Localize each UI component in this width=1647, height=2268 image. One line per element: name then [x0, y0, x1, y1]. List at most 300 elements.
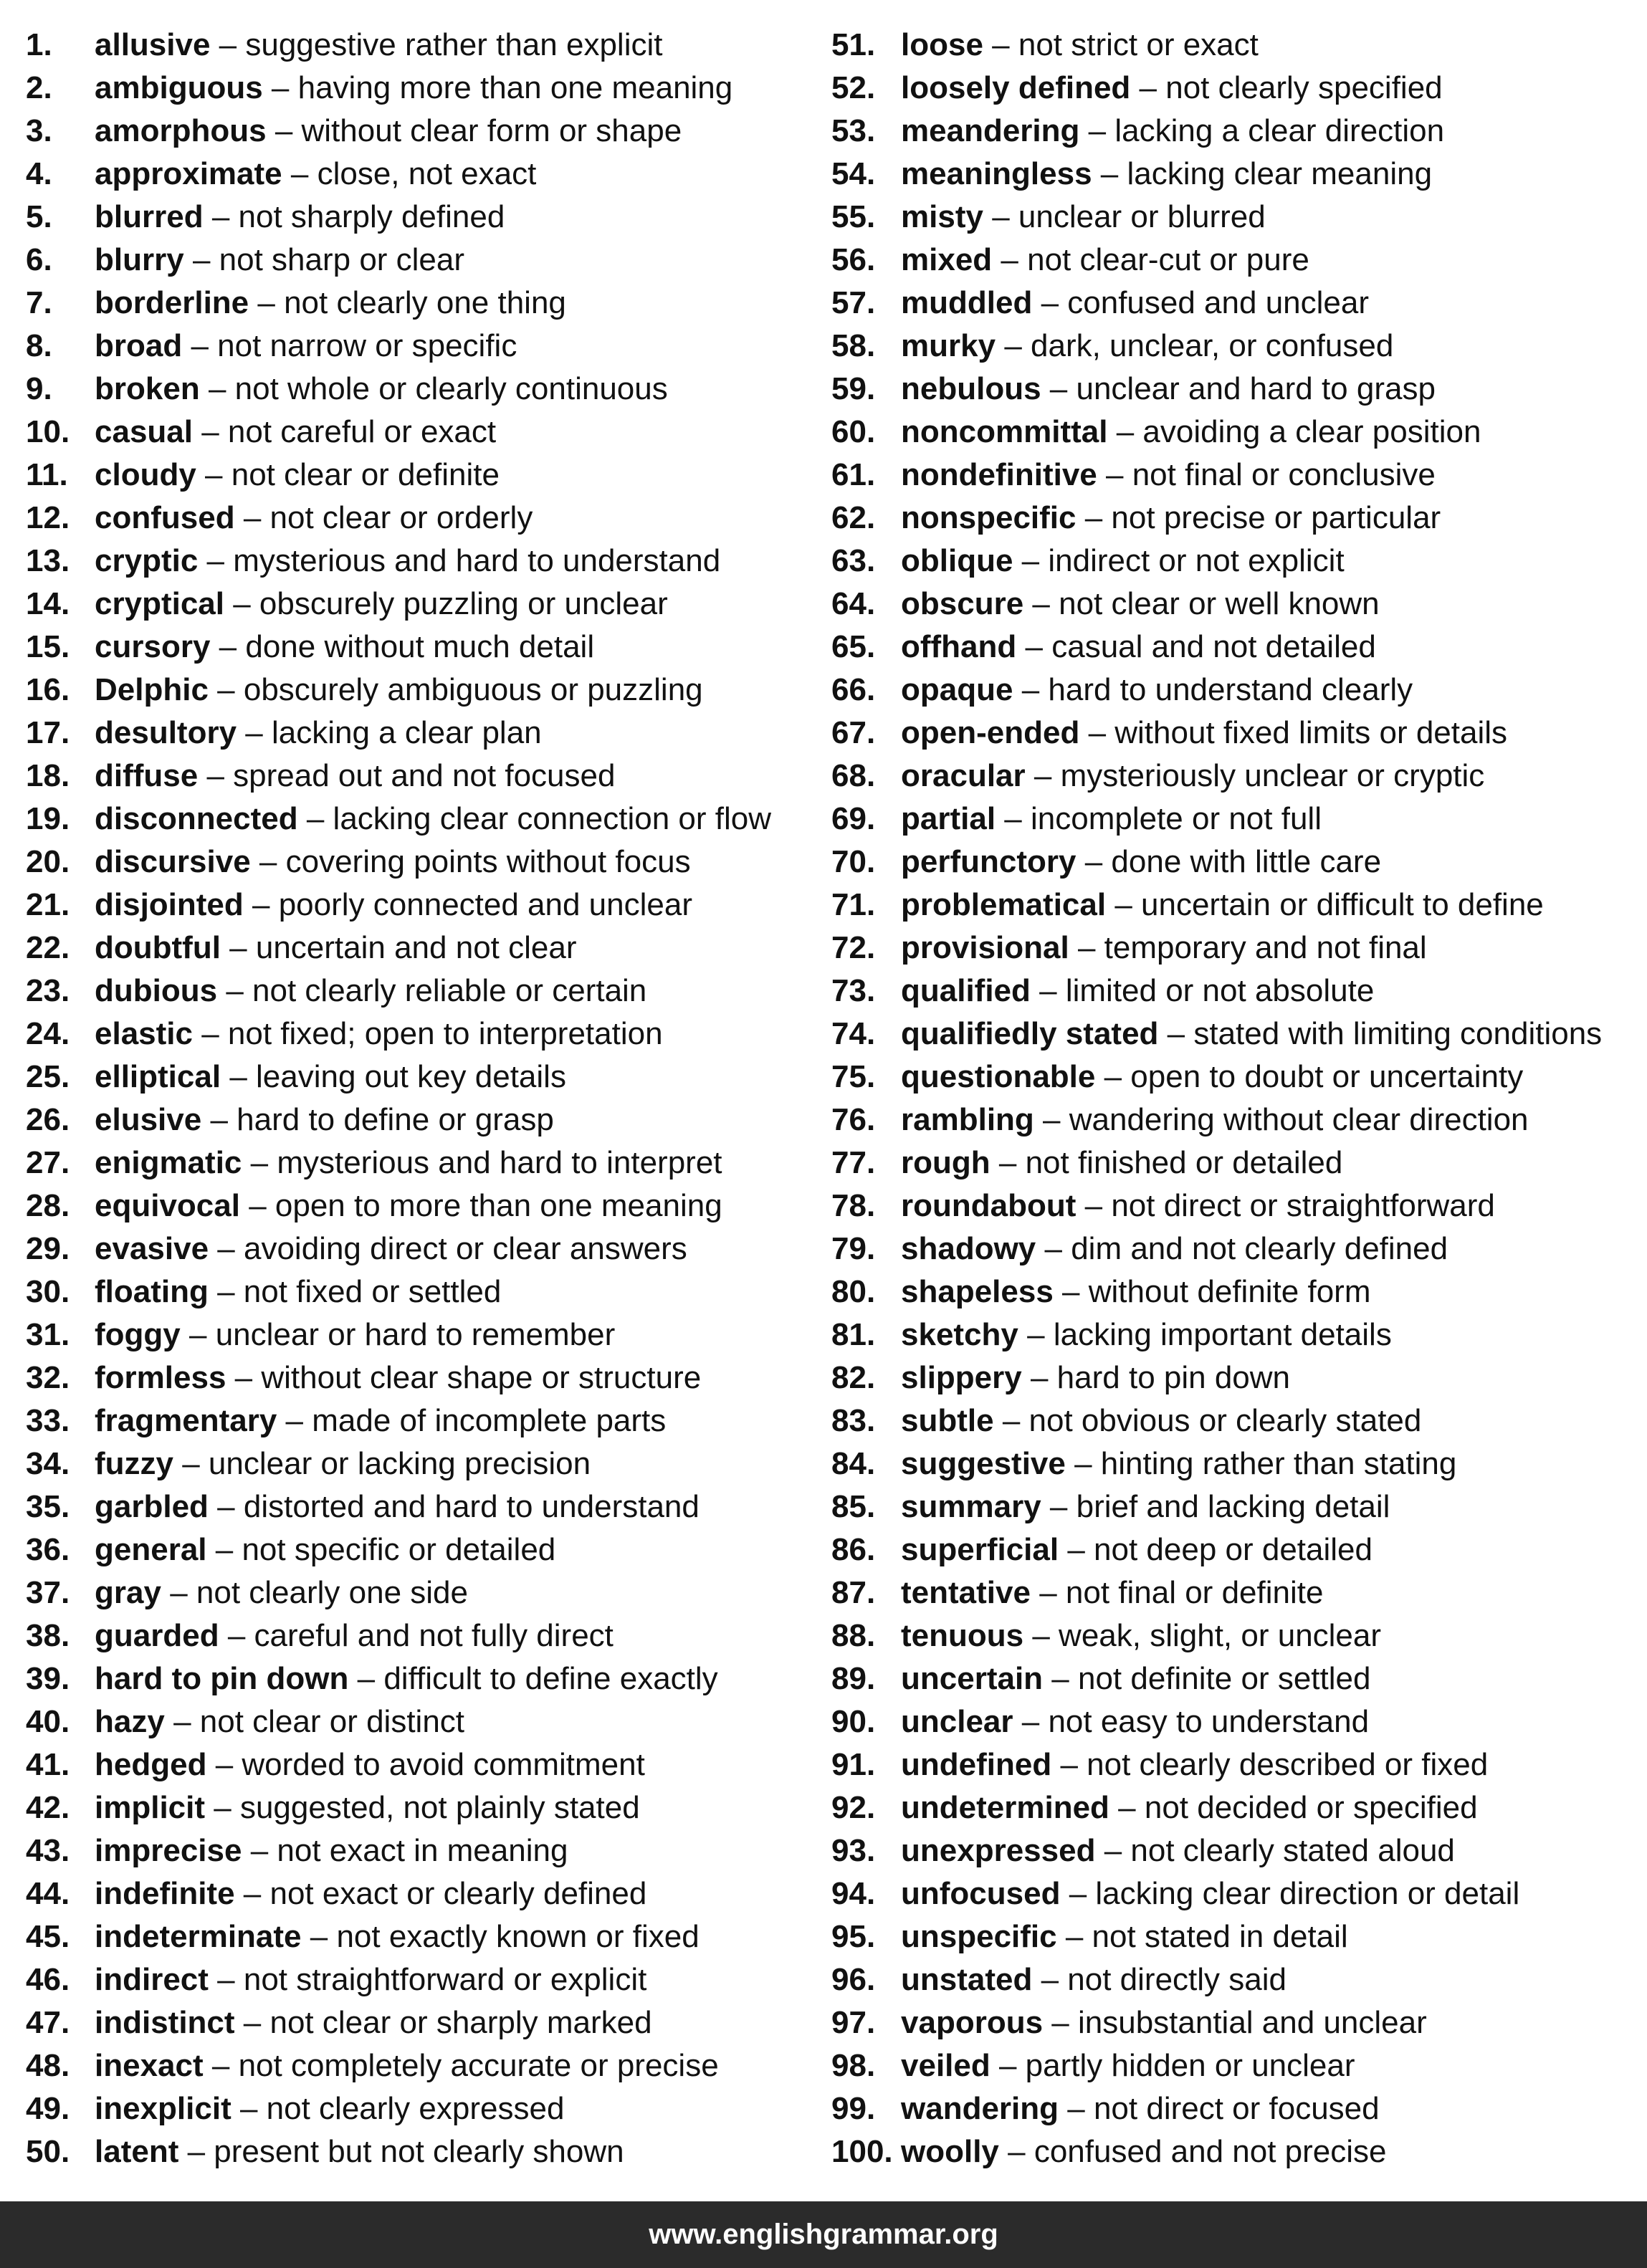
list-item — [26, 970, 821, 1013]
item-number: 49. — [26, 2091, 70, 2126]
item-term: meandering — [901, 113, 1080, 148]
list-item — [831, 1571, 1634, 1614]
item-number: 20. — [26, 844, 70, 879]
item-definition: – wandering without clear direction — [1043, 1102, 1529, 1137]
item-term: elliptical — [95, 1059, 221, 1094]
item-definition: – not clearly described or fixed — [1060, 1747, 1489, 1782]
list-item — [26, 325, 821, 368]
item-definition: – not sharp or clear — [192, 242, 465, 277]
item-definition: – not exact or clearly defined — [243, 1876, 647, 1911]
item-number: 34. — [26, 1446, 70, 1481]
item-definition: – incomplete or not full — [1004, 801, 1322, 836]
item-number: 76. — [831, 1102, 876, 1137]
item-definition: – careful and not fully direct — [227, 1618, 614, 1653]
item-definition: – not final or conclusive — [1106, 457, 1436, 492]
item-definition: – not clearly one thing — [257, 285, 566, 320]
item-term: open-ended — [901, 715, 1080, 750]
item-number: 46. — [26, 1962, 70, 1997]
list-item — [26, 1399, 821, 1442]
item-term: undefined — [901, 1747, 1052, 1782]
item-number: 83. — [831, 1403, 876, 1438]
item-number: 58. — [831, 328, 876, 363]
item-number: 89. — [831, 1661, 876, 1696]
item-number: 33. — [26, 1403, 70, 1438]
item-definition: – close, not exact — [290, 156, 537, 191]
item-number: 12. — [26, 500, 70, 535]
item-definition: – not completely accurate or precise — [211, 2048, 719, 2083]
item-number: 71. — [831, 887, 876, 922]
list-item — [26, 1056, 821, 1099]
list-item — [26, 798, 821, 841]
item-number: 66. — [831, 672, 876, 707]
item-term: misty — [901, 199, 983, 234]
item-number: 5. — [26, 199, 52, 234]
list-item — [26, 153, 821, 196]
item-term: unexpressed — [901, 1833, 1096, 1868]
item-number: 10. — [26, 414, 70, 449]
list-item — [26, 1485, 821, 1528]
item-definition: – not directly said — [1041, 1962, 1286, 1997]
item-number: 75. — [831, 1059, 876, 1094]
list-item — [831, 1958, 1634, 2001]
item-number: 79. — [831, 1231, 876, 1266]
list-item — [831, 2087, 1634, 2130]
list-item — [831, 798, 1634, 841]
item-number: 87. — [831, 1575, 876, 1610]
list-item — [831, 239, 1634, 282]
item-definition: – not stated in detail — [1065, 1919, 1348, 1954]
item-definition: – unclear and hard to grasp — [1049, 371, 1436, 406]
list-item — [831, 282, 1634, 325]
list-item — [26, 497, 821, 540]
item-definition: – not obvious or clearly stated — [1002, 1403, 1422, 1438]
item-term: blurry — [95, 242, 184, 277]
list-item — [831, 970, 1634, 1013]
item-term: problematical — [901, 887, 1107, 922]
list-item — [26, 411, 821, 454]
item-term: oracular — [901, 758, 1026, 793]
item-definition: – confused and not precise — [1008, 2134, 1387, 2169]
item-term: ambiguous — [95, 70, 263, 105]
item-number: 67. — [831, 715, 876, 750]
item-number: 98. — [831, 2048, 876, 2083]
item-term: suggestive — [901, 1446, 1066, 1481]
item-definition: – limited or not absolute — [1039, 973, 1375, 1008]
item-definition: – open to doubt or uncertainty — [1104, 1059, 1524, 1094]
item-number: 1. — [26, 27, 52, 62]
list-item — [831, 368, 1634, 411]
item-term: inexact — [95, 2048, 204, 2083]
item-term: Delphic — [95, 672, 209, 707]
list-item — [831, 1614, 1634, 1657]
item-term: qualified — [901, 973, 1031, 1008]
item-definition: – not exactly known or fixed — [310, 1919, 700, 1954]
item-number: 52. — [831, 70, 876, 105]
item-term: unclear — [901, 1704, 1013, 1739]
item-term: guarded — [95, 1618, 219, 1653]
item-number: 15. — [26, 629, 70, 664]
item-definition: – not clearly stated aloud — [1104, 1833, 1455, 1868]
item-number: 14. — [26, 586, 70, 621]
item-definition: – not clear-cut or pure — [1001, 242, 1309, 277]
item-term: cryptic — [95, 543, 199, 578]
item-definition: – hard to understand clearly — [1021, 672, 1413, 707]
item-definition: – hard to pin down — [1030, 1360, 1291, 1395]
item-term: cursory — [95, 629, 211, 664]
item-definition: – not narrow or specific — [191, 328, 517, 363]
list-item — [26, 1958, 821, 2001]
item-number: 65. — [831, 629, 876, 664]
item-number: 4. — [26, 156, 52, 191]
item-definition: – partly hidden or unclear — [998, 2048, 1355, 2083]
item-definition: – open to more than one meaning — [249, 1188, 722, 1223]
list-item — [831, 669, 1634, 712]
item-definition: – suggested, not plainly stated — [214, 1790, 640, 1825]
item-term: partial — [901, 801, 996, 836]
item-number: 61. — [831, 457, 876, 492]
item-definition: – unclear or blurred — [992, 199, 1266, 234]
item-number: 63. — [831, 543, 876, 578]
item-term: unstated — [901, 1962, 1033, 1997]
item-term: questionable — [901, 1059, 1096, 1094]
list-item — [831, 927, 1634, 970]
item-number: 7. — [26, 285, 52, 320]
item-term: casual — [95, 414, 193, 449]
list-item — [831, 1399, 1634, 1442]
list-item — [831, 1485, 1634, 1528]
item-definition: – lacking clear direction or detail — [1069, 1876, 1520, 1911]
list-item — [26, 927, 821, 970]
item-definition: – not definite or settled — [1051, 1661, 1371, 1696]
list-item — [26, 1357, 821, 1399]
list-item — [26, 712, 821, 755]
item-definition: – made of incomplete parts — [285, 1403, 667, 1438]
item-number: 26. — [26, 1102, 70, 1137]
item-number: 84. — [831, 1446, 876, 1481]
item-definition: – without definite form — [1062, 1274, 1371, 1309]
list-item — [26, 626, 821, 669]
item-term: hedged — [95, 1747, 207, 1782]
item-term: undetermined — [901, 1790, 1109, 1825]
item-term: noncommittal — [901, 414, 1108, 449]
list-item — [26, 2001, 821, 2044]
item-term: provisional — [901, 930, 1069, 965]
list-item — [831, 1013, 1634, 1056]
item-definition: – not decided or specified — [1118, 1790, 1478, 1825]
item-definition: – not clear or orderly — [243, 500, 533, 535]
item-term: latent — [95, 2134, 179, 2169]
item-term: disjointed — [95, 887, 244, 922]
item-term: summary — [901, 1489, 1041, 1524]
item-term: shadowy — [901, 1231, 1036, 1266]
list-item — [26, 196, 821, 239]
list-item — [26, 1013, 821, 1056]
item-definition: – uncertain and not clear — [229, 930, 577, 965]
item-definition: – not direct or focused — [1067, 2091, 1380, 2126]
item-term: oblique — [901, 543, 1013, 578]
item-number: 28. — [26, 1188, 70, 1223]
list-item — [831, 1915, 1634, 1958]
item-definition: – obscurely ambiguous or puzzling — [217, 672, 703, 707]
item-number: 86. — [831, 1532, 876, 1567]
item-definition: – done with little care — [1084, 844, 1382, 879]
item-definition: – not clearly expressed — [239, 2091, 565, 2126]
list-item — [831, 1528, 1634, 1571]
list-item — [26, 239, 821, 282]
list-item — [26, 110, 821, 153]
list-item — [831, 1357, 1634, 1399]
item-number: 48. — [26, 2048, 70, 2083]
list-item — [831, 1700, 1634, 1743]
item-definition: – not fixed or settled — [217, 1274, 502, 1309]
item-definition: – temporary and not final — [1077, 930, 1427, 965]
item-definition: – dark, unclear, or confused — [1004, 328, 1394, 363]
list-item — [26, 1142, 821, 1185]
list-item — [831, 1314, 1634, 1357]
item-number: 91. — [831, 1747, 876, 1782]
list-item — [26, 1700, 821, 1743]
item-definition: – unclear or hard to remember — [189, 1317, 616, 1352]
item-number: 30. — [26, 1274, 70, 1309]
item-term: indistinct — [95, 2005, 235, 2040]
item-number: 69. — [831, 801, 876, 836]
list-item — [831, 1056, 1634, 1099]
item-term: roundabout — [901, 1188, 1076, 1223]
item-definition: – brief and lacking detail — [1049, 1489, 1390, 1524]
item-definition: – not precise or particular — [1084, 500, 1441, 535]
item-term: formless — [95, 1360, 226, 1395]
item-number: 78. — [831, 1188, 876, 1223]
item-term: loosely defined — [901, 70, 1131, 105]
item-definition: – indirect or not explicit — [1021, 543, 1345, 578]
list-item — [26, 1614, 821, 1657]
item-number: 24. — [26, 1016, 70, 1051]
item-term: floating — [95, 1274, 209, 1309]
item-definition: – not clearly one side — [170, 1575, 468, 1610]
list-item — [831, 110, 1634, 153]
item-definition: – confused and unclear — [1041, 285, 1370, 320]
item-number: 51. — [831, 27, 876, 62]
item-term: garbled — [95, 1489, 209, 1524]
item-definition: – obscurely puzzling or unclear — [233, 586, 668, 621]
item-term: elastic — [95, 1016, 193, 1051]
list-item — [831, 1657, 1634, 1700]
list-item — [26, 540, 821, 583]
item-definition: – not specific or detailed — [215, 1532, 556, 1567]
item-term: indefinite — [95, 1876, 235, 1911]
item-term: implicit — [95, 1790, 206, 1825]
item-number: 80. — [831, 1274, 876, 1309]
item-definition: – lacking a clear direction — [1088, 113, 1445, 148]
list-item — [831, 497, 1634, 540]
item-number: 59. — [831, 371, 876, 406]
item-term: disconnected — [95, 801, 298, 836]
item-term: imprecise — [95, 1833, 242, 1868]
item-number: 8. — [26, 328, 52, 363]
item-number: 74. — [831, 1016, 876, 1051]
item-term: cloudy — [95, 457, 196, 492]
item-term: offhand — [901, 629, 1017, 664]
item-number: 40. — [26, 1704, 70, 1739]
list-item — [26, 1528, 821, 1571]
item-definition: – mysterious and hard to interpret — [250, 1145, 722, 1180]
list-item — [831, 1786, 1634, 1829]
item-number: 94. — [831, 1876, 876, 1911]
item-term: approximate — [95, 156, 282, 191]
item-number: 13. — [26, 543, 70, 578]
item-number: 41. — [26, 1747, 70, 1782]
list-item — [831, 196, 1634, 239]
item-term: blurred — [95, 199, 204, 234]
list-item — [831, 626, 1634, 669]
list-item — [26, 1099, 821, 1142]
item-definition: – weak, slight, or unclear — [1032, 1618, 1382, 1653]
item-term: confused — [95, 500, 235, 535]
item-number: 93. — [831, 1833, 876, 1868]
item-number: 44. — [26, 1876, 70, 1911]
item-term: sketchy — [901, 1317, 1018, 1352]
item-definition: – insubstantial and unclear — [1051, 2005, 1427, 2040]
item-definition: – not direct or straightforward — [1084, 1188, 1495, 1223]
item-term: hazy — [95, 1704, 165, 1739]
list-item — [26, 841, 821, 884]
item-definition: – not strict or exact — [992, 27, 1259, 62]
list-item — [831, 411, 1634, 454]
item-number: 68. — [831, 758, 876, 793]
item-term: muddled — [901, 285, 1033, 320]
item-definition: – present but not clearly shown — [187, 2134, 624, 2169]
list-item — [26, 1442, 821, 1485]
list-item — [26, 1185, 821, 1228]
item-number: 96. — [831, 1962, 876, 1997]
item-term: mixed — [901, 242, 993, 277]
item-definition: – without clear form or shape — [274, 113, 682, 148]
list-item — [831, 1743, 1634, 1786]
item-number: 77. — [831, 1145, 876, 1180]
item-number: 54. — [831, 156, 876, 191]
item-definition: – not deep or detailed — [1067, 1532, 1372, 1567]
item-number: 100. — [831, 2134, 893, 2169]
item-term: cryptical — [95, 586, 224, 621]
item-term: allusive — [95, 27, 211, 62]
item-number: 18. — [26, 758, 70, 793]
item-term: borderline — [95, 285, 249, 320]
item-number: 36. — [26, 1532, 70, 1567]
list-item — [26, 67, 821, 110]
item-definition: – hard to define or grasp — [210, 1102, 554, 1137]
item-term: tenuous — [901, 1618, 1024, 1653]
list-item — [831, 2044, 1634, 2087]
item-definition: – not exact in meaning — [250, 1833, 568, 1868]
item-term: dubious — [95, 973, 218, 1008]
item-term: superficial — [901, 1532, 1059, 1567]
item-number: 50. — [26, 2134, 70, 2169]
item-term: equivocal — [95, 1188, 240, 1223]
item-number: 60. — [831, 414, 876, 449]
item-definition: – not clear or sharply marked — [243, 2005, 652, 2040]
item-term: elusive — [95, 1102, 202, 1137]
list-item — [831, 1142, 1634, 1185]
item-term: indeterminate — [95, 1919, 302, 1954]
item-term: nonspecific — [901, 500, 1076, 535]
item-term: vaporous — [901, 2005, 1044, 2040]
list-item — [831, 153, 1634, 196]
item-definition: – not clear or distinct — [173, 1704, 465, 1739]
item-number: 47. — [26, 2005, 70, 2040]
item-number: 27. — [26, 1145, 70, 1180]
item-number: 38. — [26, 1618, 70, 1653]
item-term: foggy — [95, 1317, 181, 1352]
footer-website-link[interactable]: www.englishgrammar.org — [0, 2201, 1647, 2268]
list-item — [26, 282, 821, 325]
item-term: diffuse — [95, 758, 199, 793]
item-term: nondefinitive — [901, 457, 1097, 492]
item-definition: – avoiding direct or clear answers — [217, 1231, 687, 1266]
item-term: indirect — [95, 1962, 209, 1997]
item-term: qualifiedly stated — [901, 1016, 1159, 1051]
list-item — [26, 2130, 821, 2173]
item-definition: – stated with limiting conditions — [1167, 1016, 1603, 1051]
item-number: 43. — [26, 1833, 70, 1868]
item-definition: – not straightforward or explicit — [217, 1962, 647, 1997]
item-definition: – not clear or definite — [205, 457, 500, 492]
item-number: 53. — [831, 113, 876, 148]
item-number: 85. — [831, 1489, 876, 1524]
item-term: meaningless — [901, 156, 1092, 191]
item-number: 22. — [26, 930, 70, 965]
item-number: 42. — [26, 1790, 70, 1825]
item-number: 2. — [26, 70, 52, 105]
item-number: 90. — [831, 1704, 876, 1739]
item-number: 82. — [831, 1360, 876, 1395]
item-number: 31. — [26, 1317, 70, 1352]
item-term: inexplicit — [95, 2091, 231, 2126]
item-term: murky — [901, 328, 996, 363]
item-number: 9. — [26, 371, 52, 406]
item-definition: – avoiding a clear position — [1116, 414, 1481, 449]
item-definition: – covering points without focus — [259, 844, 691, 879]
item-term: hard to pin down — [95, 1661, 349, 1696]
item-number: 73. — [831, 973, 876, 1008]
item-term: woolly — [901, 2134, 999, 2169]
item-number: 99. — [831, 2091, 876, 2126]
item-definition: – hinting rather than stating — [1074, 1446, 1457, 1481]
list-item — [831, 712, 1634, 755]
list-item — [831, 1271, 1634, 1314]
list-item — [26, 1829, 821, 1872]
item-definition: – suggestive rather than explicit — [219, 27, 663, 62]
item-term: amorphous — [95, 113, 267, 148]
list-item — [26, 1743, 821, 1786]
list-item — [26, 1271, 821, 1314]
item-number: 37. — [26, 1575, 70, 1610]
list-item — [831, 1099, 1634, 1142]
list-item — [831, 540, 1634, 583]
list-item — [26, 884, 821, 927]
item-term: subtle — [901, 1403, 994, 1438]
list-item — [831, 1228, 1634, 1271]
item-term: gray — [95, 1575, 161, 1610]
list-item — [831, 1829, 1634, 1872]
item-definition: – lacking important details — [1027, 1317, 1392, 1352]
item-definition: – having more than one meaning — [271, 70, 733, 105]
item-term: doubtful — [95, 930, 221, 965]
item-number: 55. — [831, 199, 876, 234]
item-definition: – difficult to define exactly — [357, 1661, 718, 1696]
item-number: 11. — [26, 457, 68, 492]
item-number: 95. — [831, 1919, 876, 1954]
list-item — [26, 1571, 821, 1614]
